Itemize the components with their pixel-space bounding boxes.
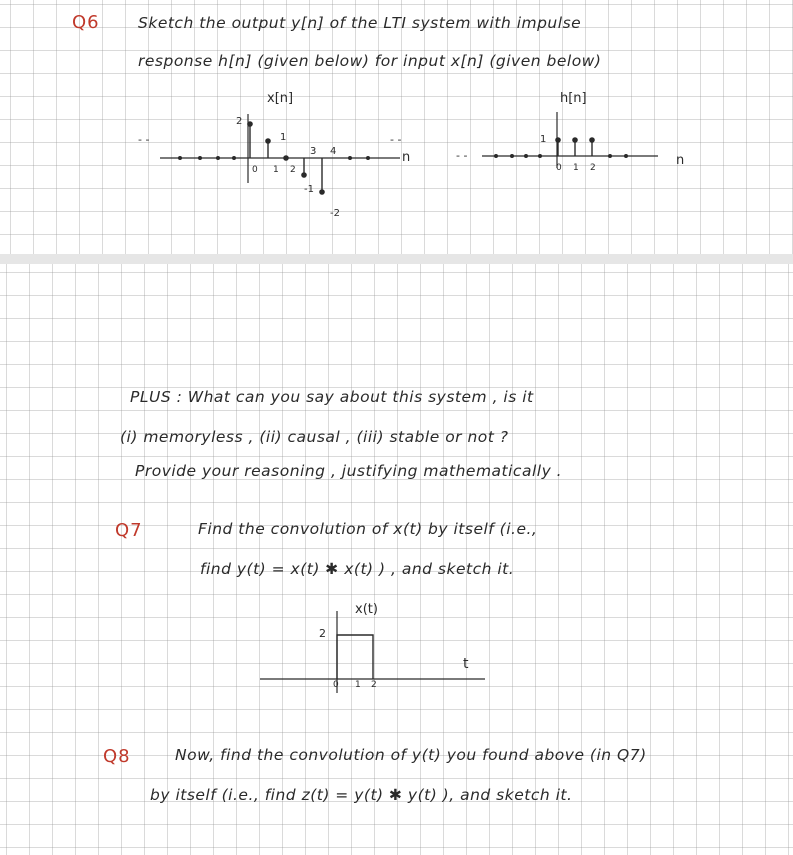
xn-value-label: 4 bbox=[330, 146, 337, 157]
xn-zero-sample bbox=[366, 156, 370, 160]
hn-zero-sample bbox=[524, 154, 528, 158]
hn-zero-sample bbox=[510, 154, 514, 158]
xn-zero-sample bbox=[178, 156, 182, 160]
xn-value-label: 1 bbox=[280, 132, 287, 143]
q8-text-line-1: Now, find the convolution of y(t) you found above (in Q7) bbox=[175, 746, 647, 764]
hn-stem-dot bbox=[555, 137, 561, 143]
xt-plot-label: x(t) bbox=[355, 602, 378, 617]
hn-stem-dot bbox=[589, 137, 595, 143]
xt-tick-label: 1 bbox=[355, 680, 361, 690]
plus-text-line-3: Provide your reasoning , justifying mathematically . bbox=[135, 462, 563, 480]
q6-text-line-2: response h[n] (given below) for input x[n] (given below) bbox=[138, 52, 602, 70]
hn-zero-sample bbox=[494, 154, 498, 158]
hn-tick-label: 2 bbox=[590, 163, 596, 173]
question-number-q8: Q8 bbox=[103, 746, 131, 767]
hn-stem-dot bbox=[572, 137, 578, 143]
xn-stem-dot bbox=[283, 155, 289, 161]
hn-zero-sample bbox=[608, 154, 612, 158]
hn-left-dots: - - bbox=[456, 149, 468, 162]
hn-axis-var: n bbox=[676, 153, 685, 168]
q7-text-line-2: find y(t) = x(t) ✱ x(t) ) , and sketch it. bbox=[200, 560, 515, 578]
hn-plot-label: h[n] bbox=[560, 91, 587, 106]
q6-text-line-1: Sketch the output y[n] of the LTI system with impulse bbox=[138, 14, 582, 32]
xn-value-label: 3 bbox=[310, 146, 317, 157]
hn-right-dots: - - bbox=[646, 149, 658, 162]
hn-tick-label: 0 bbox=[556, 163, 562, 173]
xn-left-dots: - - bbox=[138, 133, 150, 146]
q7-text-line-1: Find the convolution of x(t) by itself (i.e., bbox=[198, 520, 538, 538]
q8-text-line-2: by itself (i.e., find z(t) = y(t) ✱ y(t) ), and sketch it. bbox=[150, 786, 573, 804]
xn-right-dots: - - bbox=[390, 133, 402, 146]
xt-axis-var: t bbox=[463, 656, 469, 672]
xt-pulse bbox=[337, 635, 373, 679]
hn-zero-sample bbox=[538, 154, 542, 158]
xt-tick-label: 0 bbox=[333, 680, 339, 690]
xn-stem-dot bbox=[265, 138, 271, 144]
question-number-q6: Q6 bbox=[72, 12, 100, 33]
plus-text-line-1: PLUS : What can you say about this system , is it bbox=[130, 388, 534, 406]
xn-zero-sample bbox=[232, 156, 236, 160]
hn-tick-label: 1 bbox=[573, 163, 579, 173]
hn-stems bbox=[555, 137, 595, 156]
xn-stem-dot bbox=[319, 189, 325, 195]
xn-tick-label: 0 bbox=[252, 165, 258, 175]
xn-plot-label: x[n] bbox=[267, 91, 294, 106]
xt-tick-label: 2 bbox=[371, 680, 377, 690]
xt-amplitude-label: 2 bbox=[319, 627, 326, 640]
xn-stem-dot bbox=[301, 172, 307, 178]
xn-stem-plot bbox=[138, 88, 430, 223]
xn-zero-sample bbox=[198, 156, 202, 160]
xn-value-label: 2 bbox=[236, 116, 243, 127]
hn-value-label: 1 bbox=[540, 134, 547, 145]
xt-pulse-plot bbox=[255, 595, 495, 695]
xn-tick-label: 2 bbox=[290, 165, 296, 175]
hn-zero-sample bbox=[624, 154, 628, 158]
xn-stem-dot bbox=[247, 121, 253, 127]
plus-text-line-2: (i) memoryless , (ii) causal , (iii) stable or not ? bbox=[120, 428, 509, 446]
page-separator bbox=[0, 254, 793, 264]
xn-value-label: -2 bbox=[330, 208, 340, 219]
xn-value-label: -1 bbox=[304, 184, 314, 195]
xn-zero-sample bbox=[348, 156, 352, 160]
question-number-q7: Q7 bbox=[115, 520, 143, 541]
xn-axis-var: n bbox=[402, 150, 411, 165]
hn-stem-plot bbox=[456, 88, 700, 188]
xn-zero-sample bbox=[216, 156, 220, 160]
xn-tick-label: 1 bbox=[273, 165, 279, 175]
